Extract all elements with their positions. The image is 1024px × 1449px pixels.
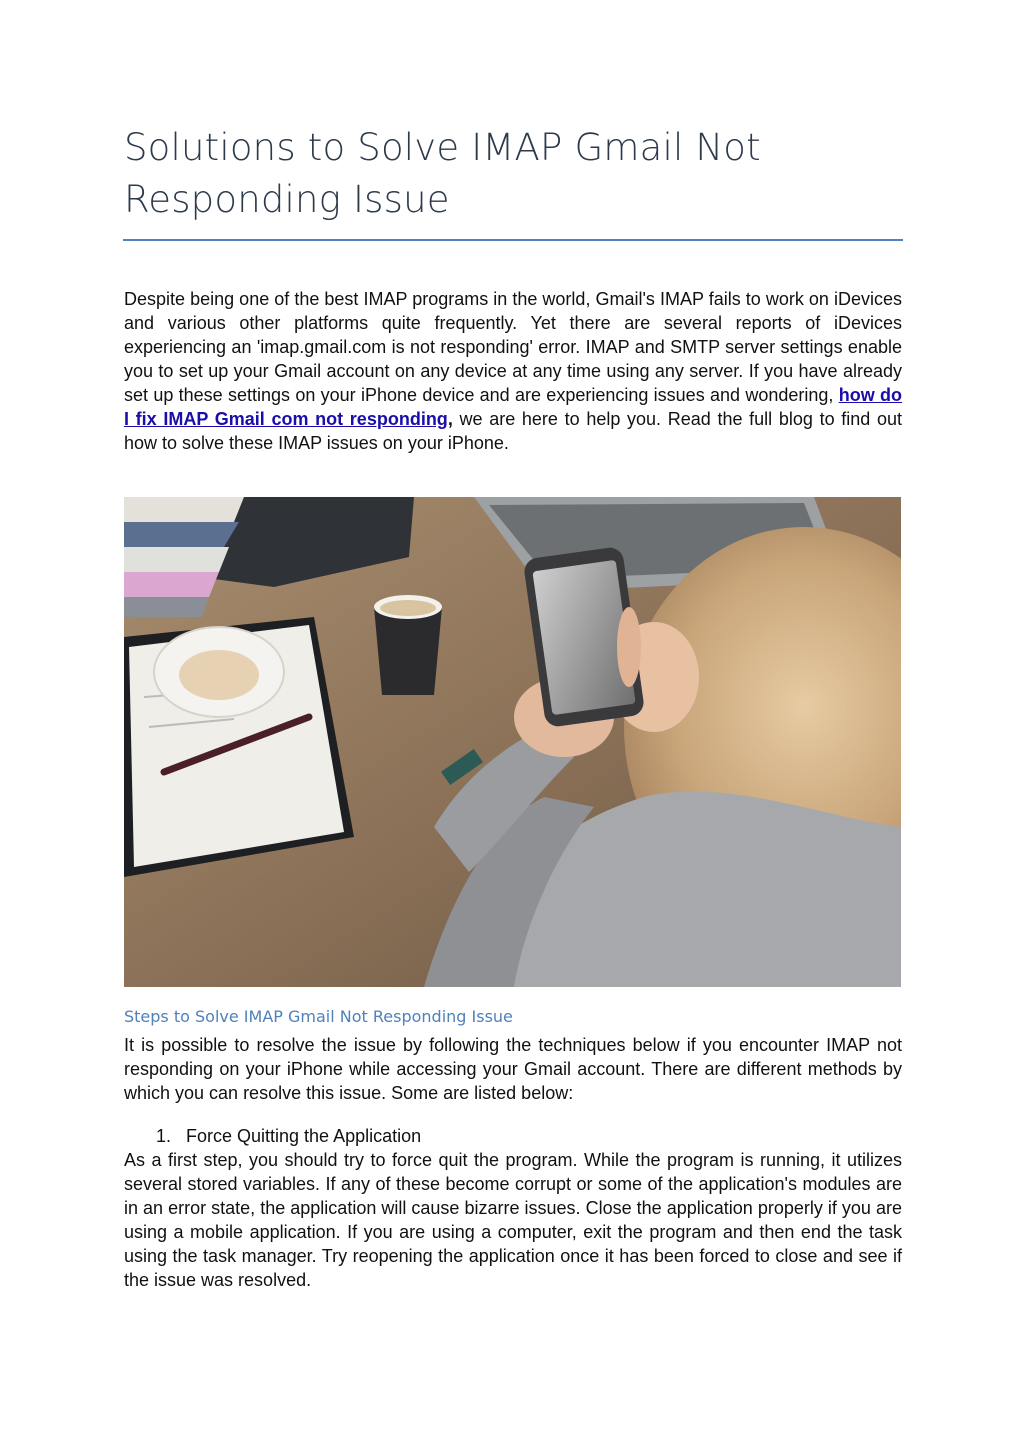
intro-comma: , [447, 409, 453, 429]
step-1-label: Force Quitting the Application [186, 1126, 422, 1146]
document-title: Solutions to Solve IMAP Gmail Not Responding Issue [124, 126, 761, 221]
intro-text-after-link: we are here to help you. Read the full blog to find out how to solve these IMAP issues on your iPhone. [124, 409, 903, 453]
title-divider [123, 239, 903, 241]
step-1-item [156, 1124, 421, 1148]
step-1-paragraph: As a first step, you should try to force quit the program. While the program is running, it utilizes several stored variables. If any of these become corrupt or some of the application's modules are in an error state, the application will cause bizarre issues. Close the application properly if you are using a mobile application. If you are using a computer, exit the program and then end the task using the task manager. Try reopening the application once it has been forced to close and see if the issue was resolved. [124, 1150, 902, 1290]
intro-text-before-link: Despite being one of the best IMAP programs in the world, Gmail's IMAP fails to work on iDevices and various other platforms quite frequently. Yet there are several reports of iDevices experiencing an 'imap.gmail.com is not responding' error. IMAP and SMTP server settings enable you to set up your Gmail account on any device at any time using any server. If you have already set up these settings on your iPhone device and are experiencing issues and wondering, [124, 289, 902, 405]
section-paragraph: It is possible to resolve the issue by following the techniques below if you encounter IMAP not responding on your iPhone while accessing your Gmail account. There are different methods by which you can resolve this issue. Some are listed below: [124, 1035, 902, 1103]
woman-using-phone-photo [124, 497, 901, 987]
photo-illustration [124, 497, 901, 987]
imap-fix-link[interactable]: how do I fix IMAP Gmail com not responding [124, 385, 902, 429]
section-heading: Steps to Solve IMAP Gmail Not Responding Issue [124, 1007, 513, 1026]
step-1-number: 1. [156, 1126, 172, 1146]
intro-paragraph [124, 287, 902, 455]
